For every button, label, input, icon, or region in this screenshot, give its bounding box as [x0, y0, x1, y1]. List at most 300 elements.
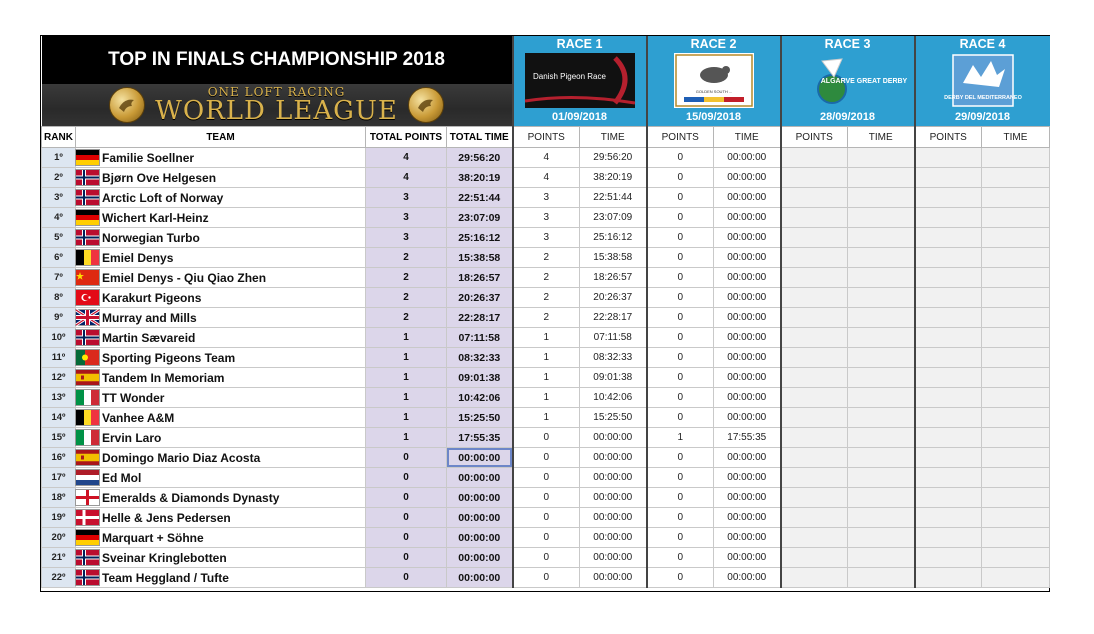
rank-cell: 17º: [42, 468, 76, 488]
team-name: Arctic Loft of Norway: [102, 190, 224, 205]
team-name: Vanhee A&M: [102, 410, 175, 425]
race4-points-cell: [915, 188, 982, 208]
total-time-cell: 17:55:35: [447, 428, 513, 448]
race3-time-cell: [848, 208, 915, 228]
race3-points-cell: [781, 548, 848, 568]
race1-time-cell: 38:20:19: [580, 168, 647, 188]
race1-points-cell: 3: [513, 228, 580, 248]
total-time-cell: 00:00:00: [447, 468, 513, 488]
team-cell: [76, 468, 366, 488]
race3-time-cell: [848, 388, 915, 408]
race2-points-cell: 0: [647, 448, 714, 468]
race2-time-cell: 00:00:00: [714, 268, 781, 288]
england-flag-icon: [76, 490, 99, 505]
race2-points-cell: 0: [647, 348, 714, 368]
race4-points-cell: [915, 248, 982, 268]
team-cell: [76, 288, 366, 308]
col-total-time: TOTAL TIME: [447, 127, 513, 148]
logo-top-text: ONE LOFT RACING: [207, 85, 346, 99]
rank-cell: 3º: [42, 188, 76, 208]
race1-points-cell: 0: [513, 568, 580, 588]
race4-points-cell: [915, 208, 982, 228]
race3-time-cell: [848, 468, 915, 488]
total-points-cell: 0: [366, 528, 447, 548]
team-name: Tandem In Memoriam: [102, 370, 225, 385]
race-4-date: 29/09/2018: [954, 111, 1011, 123]
team-name: Karakurt Pigeons: [102, 290, 202, 305]
race-1-header: [513, 36, 647, 127]
race3-time-cell: [848, 268, 915, 288]
team-cell: [76, 448, 366, 468]
race3-time-cell: [848, 568, 915, 588]
race2-points-cell: 0: [647, 288, 714, 308]
race2-points-cell: 0: [647, 408, 714, 428]
race3-time-cell: [848, 448, 915, 468]
race3-time-cell: [848, 328, 915, 348]
team-cell: [76, 428, 366, 448]
race3-points-cell: [781, 248, 848, 268]
race3-time-cell: [848, 548, 915, 568]
race4-points-cell: [915, 348, 982, 368]
total-points-cell: 0: [366, 468, 447, 488]
total-time-cell: 38:20:19: [447, 168, 513, 188]
race4-points-cell: [915, 148, 982, 168]
table-row: [42, 428, 1050, 448]
race3-points-cell: [781, 568, 848, 588]
race4-time-cell: [982, 568, 1050, 588]
team-name: Emeralds & Diamonds Dynasty: [102, 490, 280, 505]
team-cell: [76, 408, 366, 428]
race1-time-cell: 18:26:57: [580, 268, 647, 288]
team-name: Domingo Mario Diaz Acosta: [102, 450, 261, 465]
total-time-cell: 00:00:00: [447, 488, 513, 508]
race1-points-cell: 1: [513, 368, 580, 388]
race3-time-cell: [848, 348, 915, 368]
rank-cell: 14º: [42, 408, 76, 428]
race2-points-cell: 0: [647, 148, 714, 168]
total-points-cell: 0: [366, 568, 447, 588]
race2-points-cell: 0: [647, 188, 714, 208]
total-time-cell: 09:01:38: [447, 368, 513, 388]
total-points-cell: 2: [366, 308, 447, 328]
col-race1-time: TIME: [580, 127, 647, 148]
race4-time-cell: [982, 248, 1050, 268]
turkey-flag-icon: [76, 290, 99, 305]
norway-flag-icon: [76, 190, 99, 205]
race2-time-cell: 00:00:00: [714, 148, 781, 168]
race1-points-cell: 2: [513, 268, 580, 288]
col-race3-points: POINTS: [781, 127, 848, 148]
race1-points-cell: 0: [513, 488, 580, 508]
spain-flag-icon: [76, 370, 99, 385]
race1-time-cell: 23:07:09: [580, 208, 647, 228]
race4-time-cell: [982, 548, 1050, 568]
rank-cell: 6º: [42, 248, 76, 268]
race4-time-cell: [982, 348, 1050, 368]
race2-time-cell: 00:00:00: [714, 568, 781, 588]
race2-points-cell: 0: [647, 208, 714, 228]
world-league-logo: [42, 84, 513, 127]
race2-points-cell: 0: [647, 168, 714, 188]
total-points-cell: 2: [366, 248, 447, 268]
race3-points-cell: [781, 168, 848, 188]
total-points-cell: 3: [366, 188, 447, 208]
norway-flag-icon: [76, 570, 99, 585]
race1-time-cell: 00:00:00: [580, 488, 647, 508]
race3-points-cell: [781, 188, 848, 208]
team-name: Sporting Pigeons Team: [102, 350, 236, 365]
race4-points-cell: [915, 308, 982, 328]
race3-time-cell: [848, 308, 915, 328]
total-points-cell: 0: [366, 488, 447, 508]
race3-points-cell: [781, 228, 848, 248]
netherlands-flag-icon: [76, 470, 99, 485]
norway-flag-icon: [76, 330, 99, 345]
race1-points-cell: 0: [513, 528, 580, 548]
race2-points-cell: 0: [647, 248, 714, 268]
team-cell: [76, 268, 366, 288]
rank-cell: 11º: [42, 348, 76, 368]
race4-points-cell: [915, 388, 982, 408]
uk-flag-icon: [76, 310, 99, 325]
race3-points-cell: [781, 488, 848, 508]
rank-cell: 18º: [42, 488, 76, 508]
race1-points-cell: 1: [513, 328, 580, 348]
table-row: [42, 388, 1050, 408]
race4-points-cell: [915, 468, 982, 488]
belgium-flag-icon: [76, 410, 99, 425]
team-cell: [76, 568, 366, 588]
col-race2-time: TIME: [714, 127, 781, 148]
total-time-cell[interactable]: 00:00:00: [447, 448, 513, 468]
rank-cell: 22º: [42, 568, 76, 588]
race3-time-cell: [848, 488, 915, 508]
col-rank: RANK: [42, 127, 76, 148]
total-time-cell: 22:51:44: [447, 188, 513, 208]
race-2-caption: GOLDEN SOUTH ...: [695, 89, 732, 94]
col-race3-time: TIME: [848, 127, 915, 148]
portugal-flag-icon: [76, 350, 99, 365]
race4-points-cell: [915, 448, 982, 468]
rank-cell: 13º: [42, 388, 76, 408]
rank-cell: 12º: [42, 368, 76, 388]
race2-time-cell: 00:00:00: [714, 488, 781, 508]
race2-points-cell: 0: [647, 568, 714, 588]
rank-cell: 10º: [42, 328, 76, 348]
total-points-cell: 0: [366, 508, 447, 528]
race3-points-cell: [781, 288, 848, 308]
race3-points-cell: [781, 508, 848, 528]
total-time-cell: 00:00:00: [447, 568, 513, 588]
team-name: Familie Soellner: [102, 150, 195, 165]
race2-time-cell: 17:55:35: [714, 428, 781, 448]
rank-cell: 9º: [42, 308, 76, 328]
race4-time-cell: [982, 208, 1050, 228]
race1-points-cell: 1: [513, 348, 580, 368]
race4-time-cell: [982, 228, 1050, 248]
race1-points-cell: 3: [513, 208, 580, 228]
race3-points-cell: [781, 528, 848, 548]
race1-points-cell: 3: [513, 188, 580, 208]
race4-time-cell: [982, 468, 1050, 488]
race2-time-cell: 00:00:00: [714, 308, 781, 328]
table-row: [42, 568, 1050, 588]
race2-time-cell: 00:00:00: [714, 328, 781, 348]
total-time-cell: 18:26:57: [447, 268, 513, 288]
race1-time-cell: 22:51:44: [580, 188, 647, 208]
race4-points-cell: [915, 368, 982, 388]
race4-points-cell: [915, 288, 982, 308]
race4-time-cell: [982, 488, 1050, 508]
race3-points-cell: [781, 308, 848, 328]
race3-time-cell: [848, 148, 915, 168]
race2-time-cell: 00:00:00: [714, 528, 781, 548]
race4-time-cell: [982, 188, 1050, 208]
total-time-cell: 00:00:00: [447, 508, 513, 528]
col-team: TEAM: [76, 127, 366, 148]
race2-time-cell: 00:00:00: [714, 288, 781, 308]
race-4-title: RACE 4: [959, 37, 1006, 51]
derby-mediterraneo-logo-icon: [943, 53, 1022, 108]
race4-time-cell: [982, 408, 1050, 428]
team-name: Ed Mol: [102, 470, 142, 485]
rank-cell: 5º: [42, 228, 76, 248]
total-time-cell: 22:28:17: [447, 308, 513, 328]
race-2-header: [647, 36, 781, 127]
team-cell: [76, 308, 366, 328]
rank-cell: 4º: [42, 208, 76, 228]
race1-time-cell: 00:00:00: [580, 548, 647, 568]
race4-points-cell: [915, 328, 982, 348]
total-points-cell: 3: [366, 228, 447, 248]
race-3-date: 28/09/2018: [819, 111, 876, 123]
race4-time-cell: [982, 308, 1050, 328]
race-4-logo: [928, 53, 1038, 108]
race3-time-cell: [848, 528, 915, 548]
table-row: [42, 248, 1050, 268]
race3-time-cell: [848, 408, 915, 428]
italy-flag-icon: [76, 430, 99, 445]
norway-flag-icon: [76, 230, 99, 245]
race-3-header: [781, 36, 915, 127]
rank-cell: 8º: [42, 288, 76, 308]
race2-time-cell: 00:00:00: [714, 248, 781, 268]
race-2-date: 15/09/2018: [685, 111, 742, 123]
race-4-header: [915, 36, 1050, 127]
race4-time-cell: [982, 288, 1050, 308]
total-time-cell: 15:38:58: [447, 248, 513, 268]
total-points-cell: 2: [366, 288, 447, 308]
table-row: [42, 188, 1050, 208]
page-title: TOP IN FINALS CHAMPIONSHIP 2018: [42, 36, 513, 84]
rank-cell: 7º: [42, 268, 76, 288]
race4-points-cell: [915, 508, 982, 528]
race1-time-cell: 20:26:37: [580, 288, 647, 308]
danish-race-banner-icon: [525, 53, 635, 108]
germany-flag-icon: [76, 150, 99, 165]
team-cell: [76, 488, 366, 508]
race2-time-cell: 00:00:00: [714, 508, 781, 528]
championship-board: [40, 35, 1050, 592]
table-row: [42, 288, 1050, 308]
race4-points-cell: [915, 228, 982, 248]
rank-cell: 1º: [42, 148, 76, 168]
total-points-cell: 2: [366, 268, 447, 288]
race1-time-cell: 15:38:58: [580, 248, 647, 268]
race2-time-cell: 00:00:00: [714, 208, 781, 228]
race4-points-cell: [915, 408, 982, 428]
race2-points-cell: 0: [647, 228, 714, 248]
total-time-cell: 08:32:33: [447, 348, 513, 368]
race1-points-cell: 2: [513, 308, 580, 328]
race2-points-cell: 0: [647, 548, 714, 568]
team-name: Martin Sævareid: [102, 330, 196, 345]
race2-time-cell: 00:00:00: [714, 168, 781, 188]
race3-time-cell: [848, 248, 915, 268]
team-cell: [76, 368, 366, 388]
race3-points-cell: [781, 208, 848, 228]
team-cell: [76, 348, 366, 368]
algarve-derby-logo-icon: [808, 53, 907, 108]
race2-time-cell: 00:00:00: [714, 468, 781, 488]
race2-time-cell: 00:00:00: [714, 228, 781, 248]
total-time-cell: 00:00:00: [447, 548, 513, 568]
standings-table: [41, 36, 1050, 588]
total-points-cell: 4: [366, 168, 447, 188]
race3-time-cell: [848, 508, 915, 528]
race3-points-cell: [781, 468, 848, 488]
total-time-cell: 25:16:12: [447, 228, 513, 248]
race2-time-cell: 00:00:00: [714, 448, 781, 468]
col-race4-points: POINTS: [915, 127, 982, 148]
race1-time-cell: 00:00:00: [580, 448, 647, 468]
race2-points-cell: 0: [647, 368, 714, 388]
team-name: Wichert Karl-Heinz: [102, 210, 209, 225]
race1-time-cell: 29:56:20: [580, 148, 647, 168]
race-3-caption: ALGARVE GREAT DERBY: [820, 78, 907, 85]
logo-main-text: WORLD LEAGUE: [155, 96, 398, 126]
golden-south-banner-icon: [674, 53, 754, 108]
race1-points-cell: 0: [513, 508, 580, 528]
germany-flag-icon: [76, 530, 99, 545]
race-1-date: 01/09/2018: [551, 111, 608, 123]
race2-points-cell: 0: [647, 508, 714, 528]
pigeon-medal-icon: [109, 87, 145, 123]
rank-cell: 15º: [42, 428, 76, 448]
race4-time-cell: [982, 148, 1050, 168]
race2-time-cell: 00:00:00: [714, 548, 781, 568]
race1-time-cell: 22:28:17: [580, 308, 647, 328]
rank-cell: 21º: [42, 548, 76, 568]
race4-points-cell: [915, 168, 982, 188]
race3-points-cell: [781, 268, 848, 288]
rank-cell: 19º: [42, 508, 76, 528]
table-row: [42, 328, 1050, 348]
team-cell: [76, 388, 366, 408]
race1-points-cell: 2: [513, 288, 580, 308]
race1-time-cell: 25:16:12: [580, 228, 647, 248]
table-row: [42, 268, 1050, 288]
table-row: [42, 488, 1050, 508]
race4-time-cell: [982, 268, 1050, 288]
race4-time-cell: [982, 168, 1050, 188]
race3-points-cell: [781, 148, 848, 168]
table-row: [42, 308, 1050, 328]
race-4-caption: DERBY DEL MEDITERRANEO: [943, 95, 1022, 101]
table-row: [42, 468, 1050, 488]
race4-time-cell: [982, 428, 1050, 448]
table-row: [42, 368, 1050, 388]
race3-points-cell: [781, 368, 848, 388]
standings-rows: [42, 148, 1050, 588]
team-cell: [76, 248, 366, 268]
race1-points-cell: 0: [513, 468, 580, 488]
race2-points-cell: 0: [647, 528, 714, 548]
team-cell: [76, 228, 366, 248]
pigeon-medal-icon: [408, 87, 444, 123]
race1-time-cell: 08:32:33: [580, 348, 647, 368]
race1-time-cell: 00:00:00: [580, 428, 647, 448]
race1-time-cell: 00:00:00: [580, 568, 647, 588]
italy-flag-icon: [76, 390, 99, 405]
team-cell: [76, 528, 366, 548]
race1-points-cell: 0: [513, 548, 580, 568]
total-points-cell: 4: [366, 148, 447, 168]
race3-time-cell: [848, 428, 915, 448]
table-row: [42, 148, 1050, 168]
race4-points-cell: [915, 568, 982, 588]
race4-time-cell: [982, 448, 1050, 468]
race-2-title: RACE 2: [690, 37, 737, 51]
team-cell: [76, 508, 366, 528]
total-time-cell: 23:07:09: [447, 208, 513, 228]
race1-points-cell: 1: [513, 408, 580, 428]
china-flag-icon: [76, 270, 99, 285]
table-row: [42, 548, 1050, 568]
total-time-cell: 20:26:37: [447, 288, 513, 308]
race-2-logo: [659, 53, 769, 108]
rank-cell: 20º: [42, 528, 76, 548]
race4-time-cell: [982, 328, 1050, 348]
team-name: TT Wonder: [102, 390, 165, 405]
table-row: [42, 448, 1050, 468]
race2-points-cell: 0: [647, 268, 714, 288]
team-cell: [76, 328, 366, 348]
race-3-logo: [793, 53, 907, 108]
race-3-title: RACE 3: [824, 37, 871, 51]
race3-points-cell: [781, 408, 848, 428]
race1-points-cell: 1: [513, 388, 580, 408]
race2-points-cell: 0: [647, 468, 714, 488]
team-cell: [76, 168, 366, 188]
race4-time-cell: [982, 508, 1050, 528]
race3-time-cell: [848, 368, 915, 388]
total-points-cell: 3: [366, 208, 447, 228]
race4-points-cell: [915, 268, 982, 288]
belgium-flag-icon: [76, 250, 99, 265]
race3-time-cell: [848, 288, 915, 308]
total-time-cell: 29:56:20: [447, 148, 513, 168]
race1-points-cell: 4: [513, 168, 580, 188]
race1-time-cell: 07:11:58: [580, 328, 647, 348]
team-name: Murray and Mills: [102, 310, 197, 325]
table-row: [42, 228, 1050, 248]
team-name: Helle & Jens Pedersen: [102, 510, 231, 525]
race3-points-cell: [781, 388, 848, 408]
race3-time-cell: [848, 228, 915, 248]
table-row: [42, 508, 1050, 528]
race3-time-cell: [848, 188, 915, 208]
